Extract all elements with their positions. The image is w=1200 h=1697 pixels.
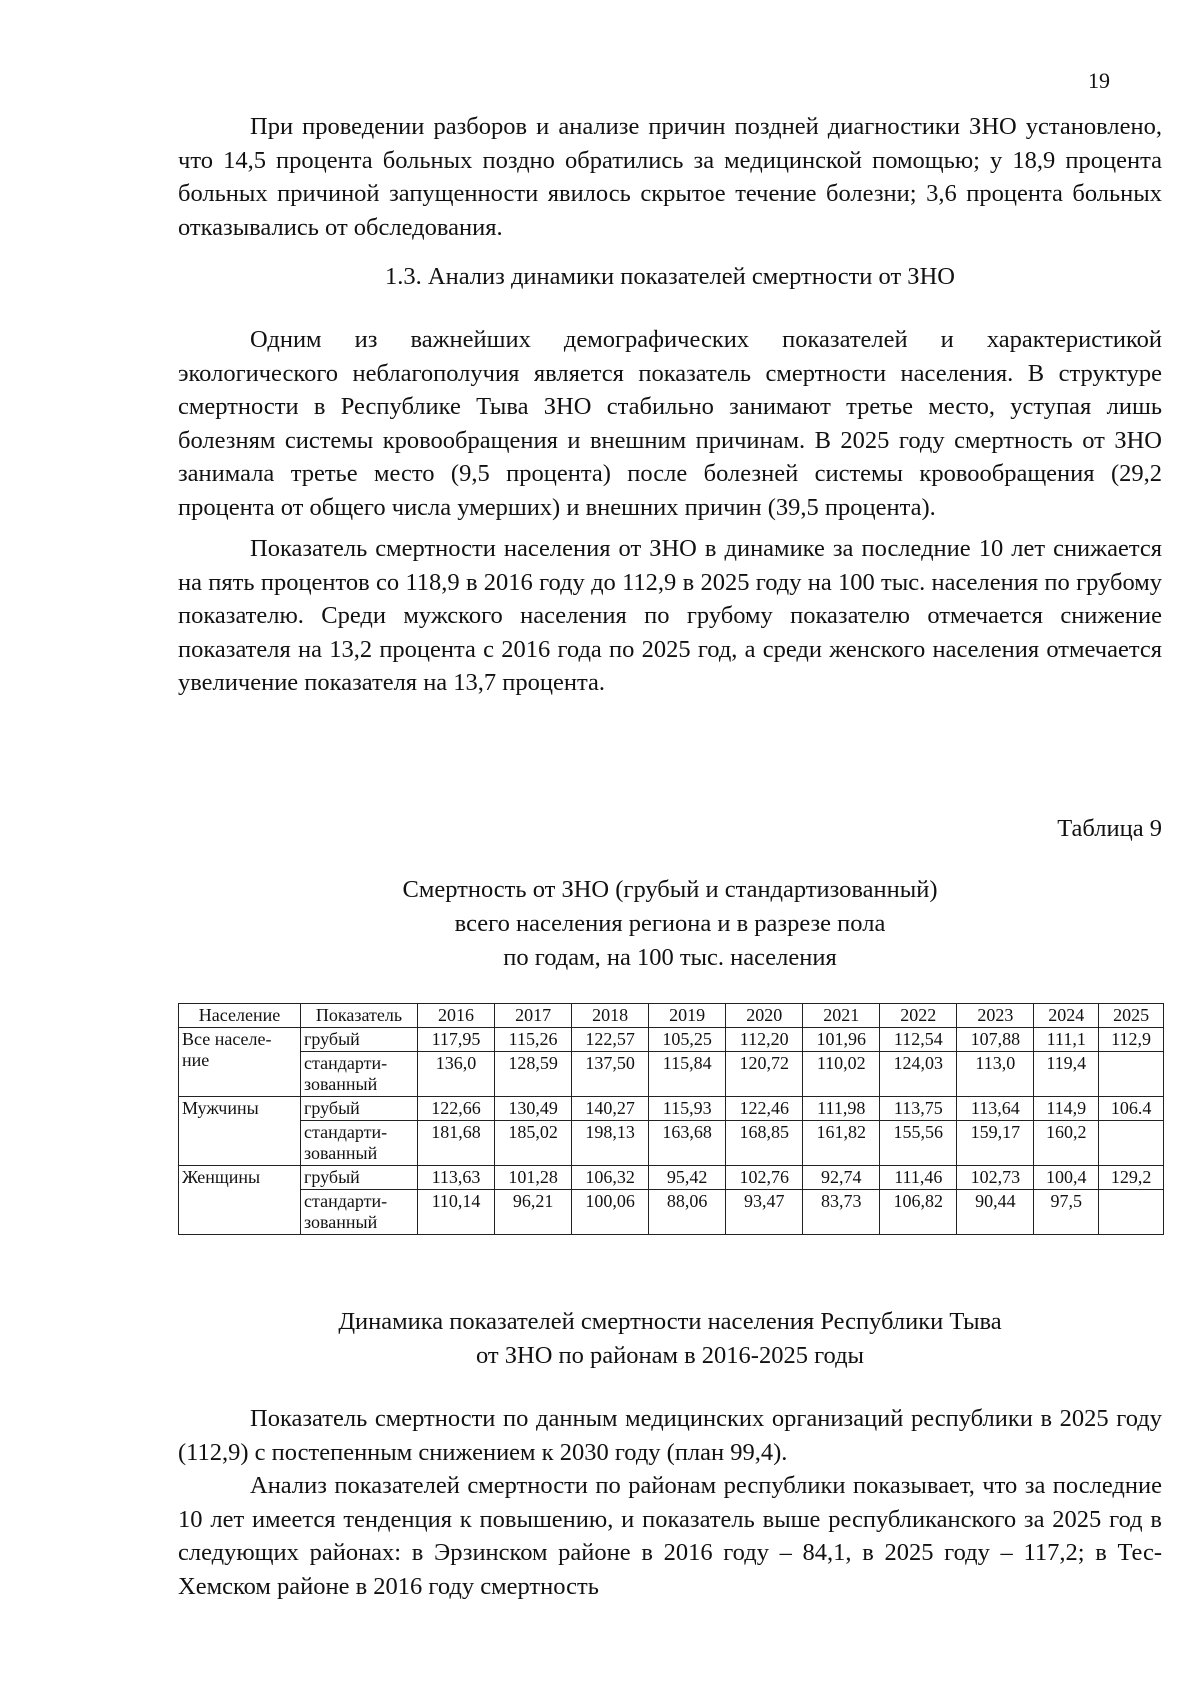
value-cell: 122,46: [726, 1097, 803, 1121]
value-cell: 115,84: [649, 1052, 726, 1097]
paragraph-plan: Показатель смертности по данным медицинских организаций республики в 2025 году (112,9) с постепенным снижением к 2030 году (план 99,4).: [178, 1405, 1162, 1466]
value-cell: [1099, 1052, 1164, 1097]
value-cell: 106,82: [880, 1190, 957, 1235]
paragraph-late-diagnosis: При проведении разборов и анализе причин поздней диагностики ЗНО установлено, что 14,5 процента больных поздно обратились за медицинской помощью; у 18,9 процента больных причиной запущенности явилось скрытое течение болезни; 3,6 процента больных отказывались от обследования.: [178, 113, 1162, 241]
paragraph-mortality-dynamics: Показатель смертности населения от ЗНО в динамике за последние 10 лет снижается на пять процентов со 118,9 в 2016 году до 112,9 в 2025 году на 100 тыс. населения по грубому показателю. Среди мужского населения по грубому показателю отмечается снижение показателя на 13,2 процента с 2016 года по 2025 год, а среди женского населения отмечается увеличение показателя на 13,7 процента.: [178, 535, 1162, 696]
indicator-cell: грубый: [301, 1028, 418, 1052]
paragraph-mortality-structure: Одним из важнейших демографических показателей и характеристикой экологического неблагополучия является показатель смертности населения. В структуре смертности в Республике Тыва ЗНО стабильно занимают третье место, уступая лишь болезням системы кровообращения и внешним причинам. В 2025 году смертность от ЗНО занимала третье место (9,5 процента) после болезней системы кровообращения (29,2 процента от общего числа умерших) и внешних причин (39,5 процента).: [178, 326, 1162, 521]
column-header: 2021: [803, 1004, 880, 1028]
value-cell: 105,25: [649, 1028, 726, 1052]
value-cell: 122,66: [418, 1097, 495, 1121]
table-row: [179, 1028, 1164, 1052]
column-header: 2017: [495, 1004, 572, 1028]
indicator-cell: стандарти-зованный: [301, 1121, 418, 1166]
value-cell: 83,73: [803, 1190, 880, 1235]
value-cell: 88,06: [649, 1190, 726, 1235]
value-cell: 137,50: [572, 1052, 649, 1097]
table-header-row: [179, 1004, 1164, 1028]
table-row: [179, 1166, 1164, 1190]
value-cell: 111,46: [880, 1166, 957, 1190]
column-header: 2024: [1034, 1004, 1099, 1028]
table-row: [179, 1121, 1164, 1166]
table-title-line: Смертность от ЗНО (грубый и стандартизованный): [402, 876, 938, 903]
table-title-line: всего населения региона и в разрезе пола: [454, 910, 886, 937]
district-dynamics-heading: [178, 1305, 1162, 1372]
heading-line: Динамика показателей смертности населения Республики Тыва: [338, 1308, 1002, 1335]
value-cell: 96,21: [495, 1190, 572, 1235]
table-label: Таблица 9: [1057, 815, 1162, 842]
indicator-cell: стандарти-зованный: [301, 1052, 418, 1097]
population-cell: Мужчины: [179, 1097, 301, 1166]
value-cell: 140,27: [572, 1097, 649, 1121]
value-cell: 115,26: [495, 1028, 572, 1052]
value-cell: 113,63: [418, 1166, 495, 1190]
page-number: 19: [1088, 68, 1110, 93]
value-cell: 114,9: [1034, 1097, 1099, 1121]
value-cell: 110,14: [418, 1190, 495, 1235]
value-cell: 102,73: [957, 1166, 1034, 1190]
value-cell: 129,2: [1099, 1166, 1164, 1190]
value-cell: 111,98: [803, 1097, 880, 1121]
value-cell: 113,64: [957, 1097, 1034, 1121]
value-cell: 110,02: [803, 1052, 880, 1097]
value-cell: 95,42: [649, 1166, 726, 1190]
value-cell: 113,75: [880, 1097, 957, 1121]
mortality-table: [178, 1003, 1164, 1235]
value-cell: 92,74: [803, 1166, 880, 1190]
value-cell: 112,54: [880, 1028, 957, 1052]
column-header: 2018: [572, 1004, 649, 1028]
value-cell: 130,49: [495, 1097, 572, 1121]
table-title: [178, 873, 1162, 975]
table-row: [179, 1190, 1164, 1235]
value-cell: 119,4: [1034, 1052, 1099, 1097]
indicator-cell: стандарти-зованный: [301, 1190, 418, 1235]
value-cell: 115,93: [649, 1097, 726, 1121]
section-heading: 1.3. Анализ динамики показателей смертности от ЗНО: [385, 263, 955, 290]
column-header: Население: [179, 1004, 301, 1028]
value-cell: 101,96: [803, 1028, 880, 1052]
value-cell: 100,4: [1034, 1166, 1099, 1190]
value-cell: 128,59: [495, 1052, 572, 1097]
value-cell: 107,88: [957, 1028, 1034, 1052]
value-cell: [1099, 1190, 1164, 1235]
value-cell: 120,72: [726, 1052, 803, 1097]
column-header: 2019: [649, 1004, 726, 1028]
population-cell: Все населе-ние: [179, 1028, 301, 1097]
column-header: 2023: [957, 1004, 1034, 1028]
value-cell: 160,2: [1034, 1121, 1099, 1166]
value-cell: 93,47: [726, 1190, 803, 1235]
value-cell: 124,03: [880, 1052, 957, 1097]
value-cell: 168,85: [726, 1121, 803, 1166]
column-header: 2022: [880, 1004, 957, 1028]
table-row: [179, 1052, 1164, 1097]
value-cell: 117,95: [418, 1028, 495, 1052]
value-cell: 163,68: [649, 1121, 726, 1166]
table-row: [179, 1097, 1164, 1121]
value-cell: [1099, 1121, 1164, 1166]
indicator-cell: грубый: [301, 1166, 418, 1190]
heading-line: от ЗНО по районам в 2016-2025 годы: [475, 1341, 865, 1369]
value-cell: 198,13: [572, 1121, 649, 1166]
value-cell: 106.4: [1099, 1097, 1164, 1121]
paragraph-district-analysis: Анализ показателей смертности по районам республики показывает, что за последние 10 лет имеется тенденция к повышению, и показатель выше республиканского за 2025 год в следующих районах: в Эрзинском районе в 2016 году – 84,1, в 2025 году – 117,2; в Тес-Хемском районе в 2016 году смертность: [178, 1472, 1162, 1600]
column-header: 2020: [726, 1004, 803, 1028]
value-cell: 113,0: [957, 1052, 1034, 1097]
value-cell: 102,76: [726, 1166, 803, 1190]
value-cell: 181,68: [418, 1121, 495, 1166]
value-cell: 155,56: [880, 1121, 957, 1166]
population-cell: Женщины: [179, 1166, 301, 1235]
column-header: 2016: [418, 1004, 495, 1028]
indicator-cell: грубый: [301, 1097, 418, 1121]
value-cell: 106,32: [572, 1166, 649, 1190]
value-cell: 90,44: [957, 1190, 1034, 1235]
table-title-line: по годам, на 100 тыс. населения: [503, 944, 837, 971]
value-cell: 112,20: [726, 1028, 803, 1052]
value-cell: 97,5: [1034, 1190, 1099, 1235]
value-cell: 185,02: [495, 1121, 572, 1166]
value-cell: 161,82: [803, 1121, 880, 1166]
column-header: 2025: [1099, 1004, 1164, 1028]
value-cell: 122,57: [572, 1028, 649, 1052]
value-cell: 136,0: [418, 1052, 495, 1097]
value-cell: 101,28: [495, 1166, 572, 1190]
column-header: Показатель: [301, 1004, 418, 1028]
value-cell: 159,17: [957, 1121, 1034, 1166]
value-cell: 100,06: [572, 1190, 649, 1235]
value-cell: 112,9: [1099, 1028, 1164, 1052]
value-cell: 111,1: [1034, 1028, 1099, 1052]
